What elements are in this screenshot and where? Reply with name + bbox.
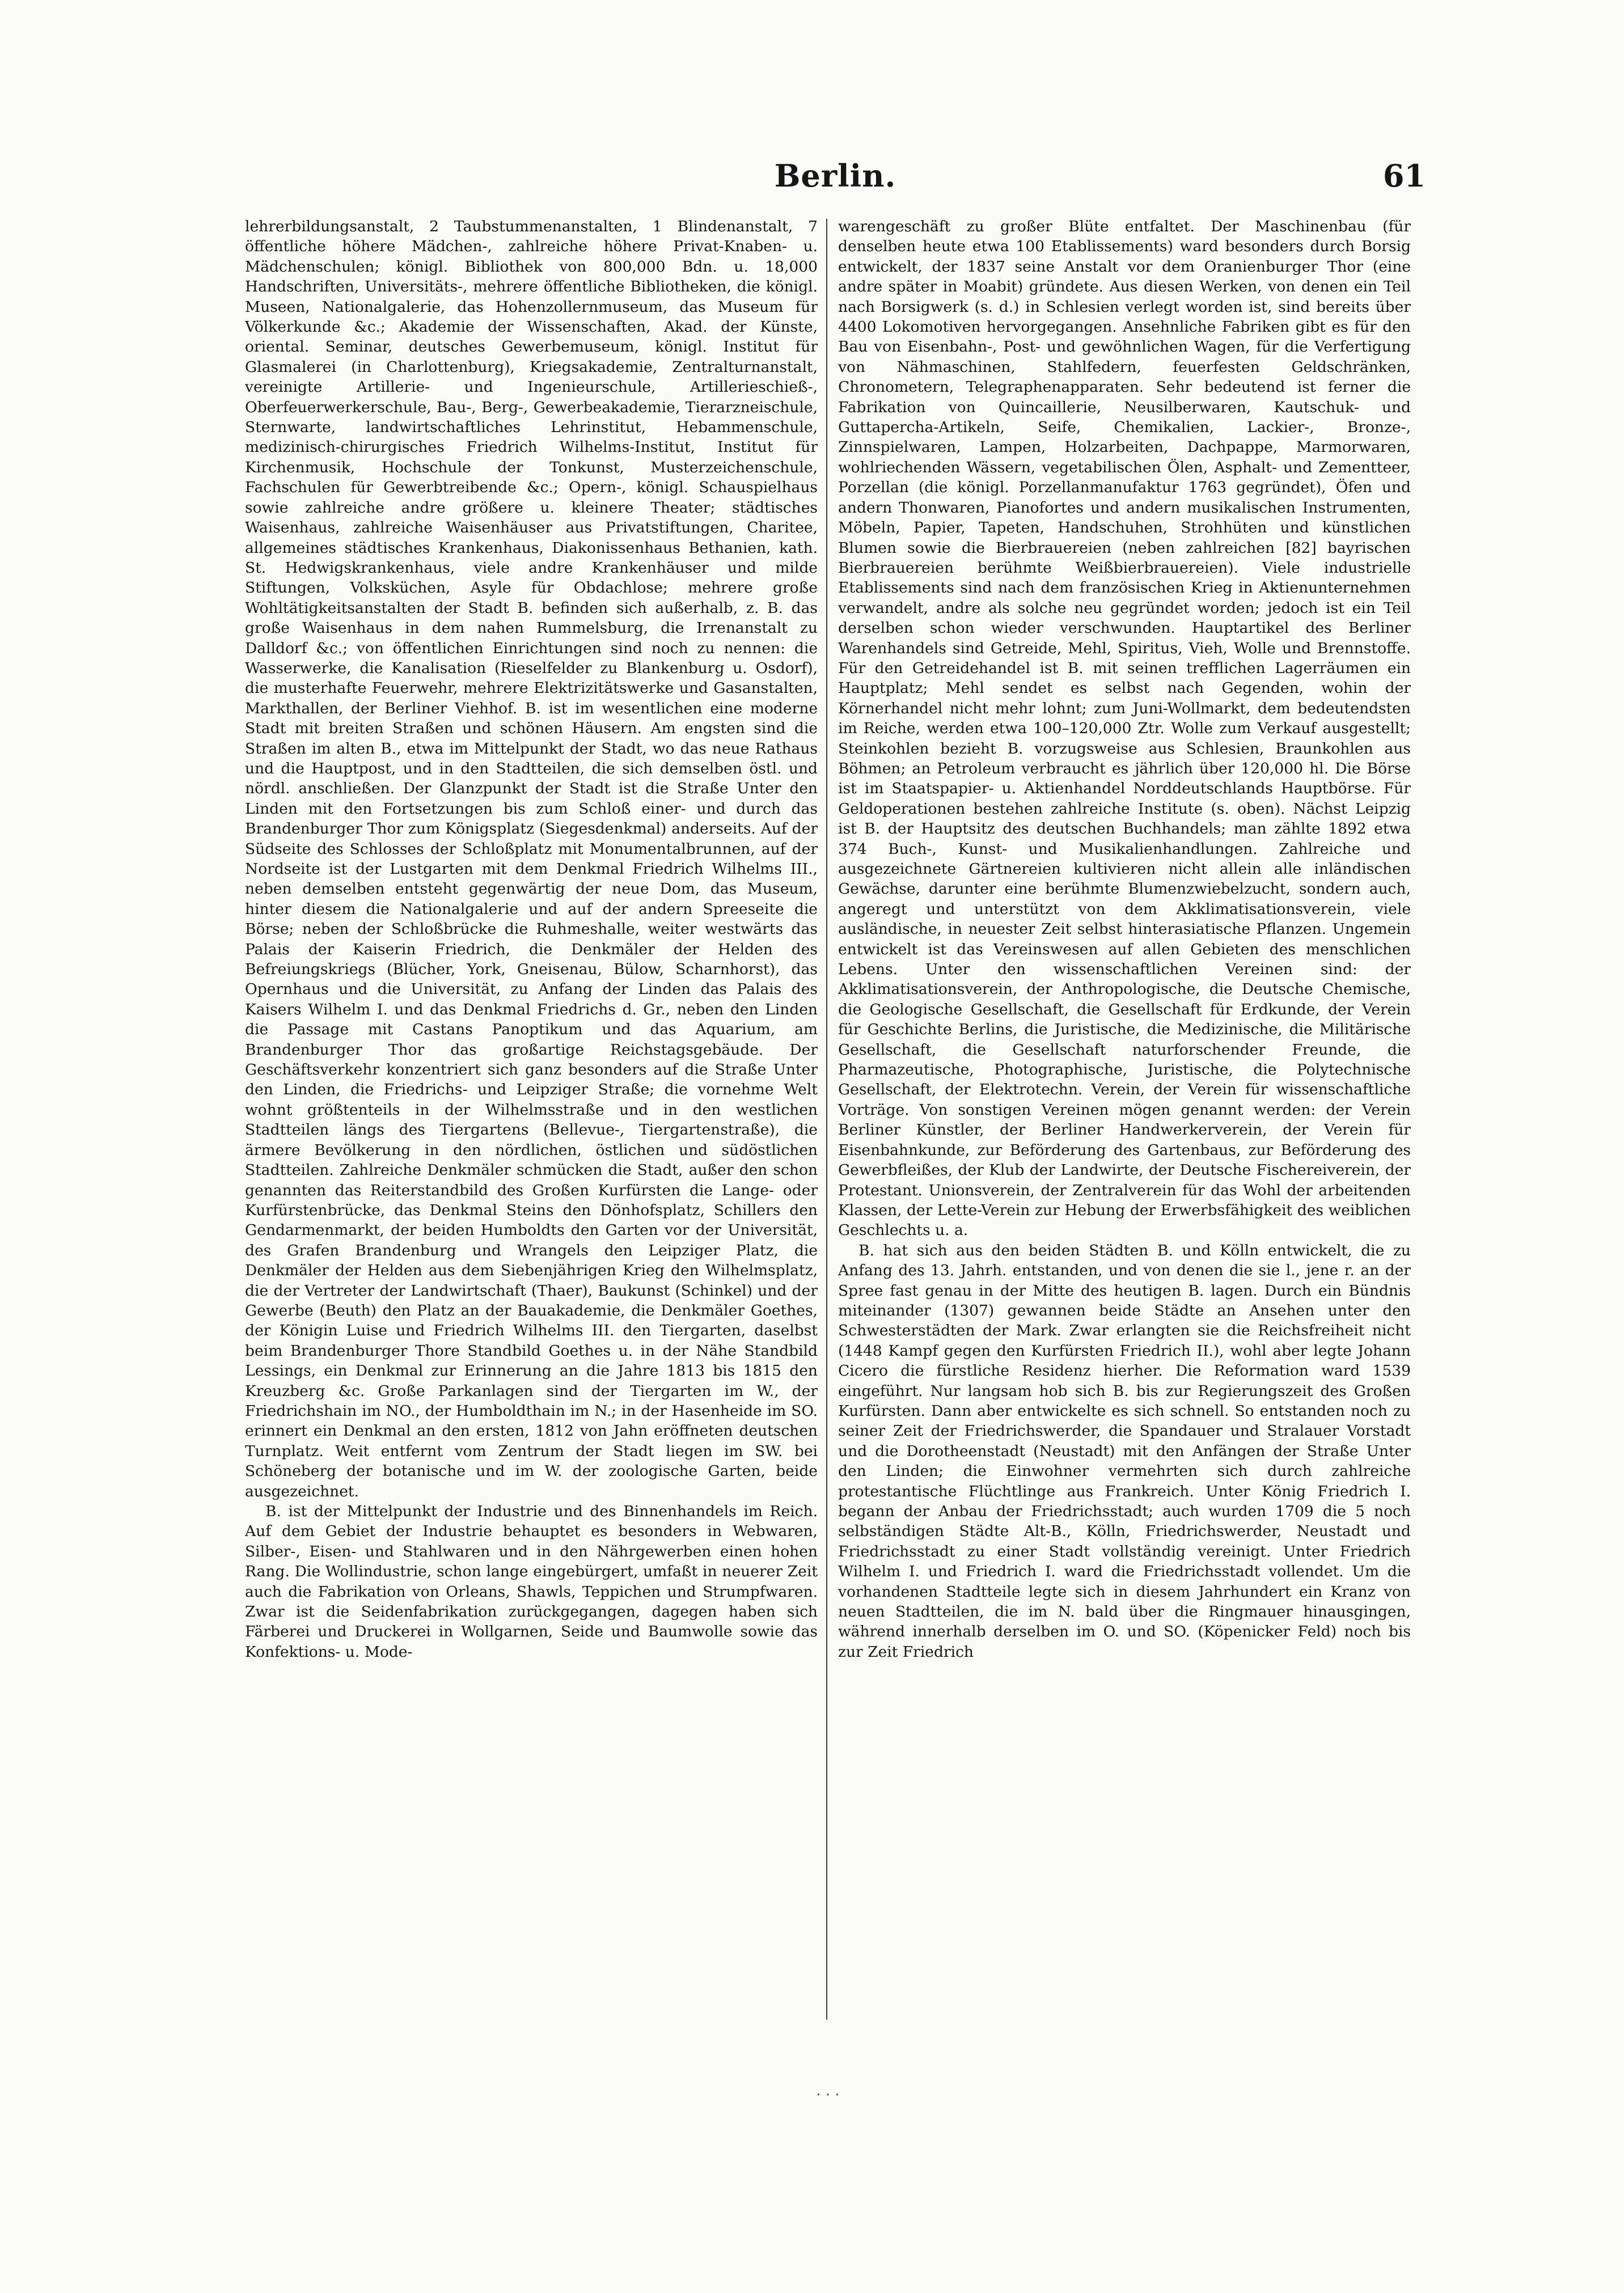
body-paragraph: B. ist der Mittelpunkt der Industrie und des Binnenhandels im Reich. Auf dem Gebiet der Industrie behauptet es besonders in Webwaren, Silber-, Eisen- und Stahlwaren und in den Nährgewerben einen hohen Rang. Die Wollindustrie, schon lange eingebürgert, umfaßt in neuerer Zeit auch die Fabrikation von Orleans, Shawls, Teppichen und Strumpfwaren. Zwar ist die Seidenfabrikation zurückgegangen, dagegen haben sich Färberei und Druckerei in Wollgarnen, Seide und Baumwolle sowie das Konfektions- u. Mode-: [245, 1503, 818, 1661]
body-paragraph: lehrerbildungsanstalt, 2 Taubstummenanstalten, 1 Blindenanstalt, 7 öffentliche höhere Mädchen-, zahlreiche höhere Privat-Knaben- u. Mädchenschulen; königl. Bibliothek von 800,000 Bdn. u. 18,000 Handschriften, Universitäts-, mehrere öffentliche Bibliotheken, die königl. Museen, Nationalgalerie, das Hohenzollernmuseum, das Museum für Völkerkunde &c.; Akademie der Wissenschaften, Akad. der Künste, oriental. Seminar, deutsches Gewerbemuseum, königl. Institut für Glasmalerei (in Charlottenburg), Kriegsakademie, Zentralturnanstalt, vereinigte Artillerie- und Ingenieurschule, Artillerieschieß-, Oberfeuerwerkerschule, Bau-, Berg-, Gewerbeakademie, Tierarzneischule, Sternwarte, landwirtschaftliches Lehrinstitut, Hebammenschule, medizinisch-chirurgisches Friedrich Wilhelms-Institut, Institut für Kirchenmusik, Hochschule der Tonkunst, Musterzeichenschule, Fachschulen für Gewerbtreibende &c.; Opern-, königl. Schauspielhaus sowie zahlreiche andre größere u. kleinere Theater; städtisches Waisenhaus, zahlreiche Waisenhäuser aus Privatstiftungen, Charitee, allgemeines städtisches Krankenhaus, Diakonissenhaus Bethanien, kath. St. Hedwigskrankenhaus, viele andre Krankenhäuser und milde Stiftungen, Volksküchen, Asyle für Obdachlose; mehrere große Wohltätigkeitsanstalten der Stadt B. befinden sich außerhalb, z. B. das große Waisenhaus in dem nahen Rummelsburg, die Irrenanstalt zu Dalldorf &c.; von öffentlichen Einrichtungen sind noch zu nennen: die Wasserwerke, die Kanalisation (Rieselfelder zu Blankenburg u. Osdorf), die musterhafte Feuerwehr, mehrere Elektrizitätswerke und Gasanstalten, Markthallen, der Berliner Viehhof. B. ist im wesentlichen eine moderne Stadt mit breiten Straßen und schönen Häusern. Am engsten sind die Straßen im alten B., etwa im Mittelpunkt der Stadt, wo das neue Rathaus und die Hauptpost, und in den Stadtteilen, die sich demselben östl. und nördl. anschließen. Der Glanzpunkt der Stadt ist die Straße Unter den Linden mit den Fortsetzungen bis zum Schloß einer- und durch das Brandenburger Thor zum Königsplatz (Siegesdenkmal) anderseits. Auf der Südseite des Schlosses der Schloßplatz mit Monumentalbrunnen, auf der Nordseite ist der Lustgarten mit dem Denkmal Friedrich Wilhelms III., neben demselben entsteht gegenwärtig der neue Dom, das Museum, hinter diesem die Nationalgalerie und auf der andern Spreeseite die Börse; neben der Schloßbrücke die Ruhmeshalle, weiter westwärts das Palais der Kaiserin Friedrich, die Denkmäler der Helden des Befreiungskriegs (Blücher, York, Gneisenau, Bülow, Scharnhorst), das Opernhaus und die Universität, zu Anfang der Linden das Palais des Kaisers Wilhelm I. und das Denkmal Friedrichs d. Gr., neben den Linden die Passage mit Castans Panoptikum und das Aquarium, am Brandenburger Thor das großartige Reichstagsgebäude. Der Geschäftsverkehr konzentriert sich ganz besonders auf die Straße Unter den Linden, die Friedrichs- und Leipziger Straße; die vornehme Welt wohnt größtenteils in der Wilhelmsstraße und in den westlichen Stadtteilen längs des Tiergartens (Bellevue-, Tiergartenstraße), die ärmere Bevölkerung in den nördlichen, östlichen und südöstlichen Stadtteilen. Zahlreiche Denkmäler schmücken die Stadt, außer den schon genannten das Reiterstandbild des Großen Kurfürsten die Lange- oder Kurfürstenbrücke, das Denkmal Steins den Dönhofsplatz, Schillers den Gendarmenmarkt, der beiden Humboldts den Garten vor der Universität, des Grafen Brandenburg und Wrangels den Leipziger Platz, die Denkmäler der Helden aus dem Siebenjährigen Krieg den Wilhelmsplatz, die der Vertreter der Landwirtschaft (Thaer), Baukunst (Schinkel) und der Gewerbe (Beuth) den Platz an der Bauakademie, die Denkmäler Goethes, der Königin Luise und Friedrich Wilhelms III. den Tiergarten, daselbst beim Brandenburger Thore Standbild Goethes u. in der Nähe Standbild Lessings, ein Denkmal zur Erinnerung an die Jahre 1813 bis 1815 den Kreuzberg &c. Große Parkanlagen sind der Tiergarten im W., der Friedrichshain im NO., der Humboldthain im N.; in der Hasenheide im SO. erinnert ein Denkmal an den ersten, 1812 von Jahn eröffneten deutschen Turnplatz. Weit entfernt vom Zentrum der Stadt liegen im SW. bei Schöneberg der botanische und im W. der zoologische Garten, beide ausgezeichnet.: [245, 218, 818, 1500]
column-divider: [826, 219, 827, 2020]
body-paragraph: warengeschäft zu großer Blüte entfaltet. Der Maschinenbau (für denselben heute etwa 100 Etablissements) ward besonders durch Borsig entwickelt, der 1837 seine Anstalt vor dem Oranienburger Thor (eine andre später in Moabit) gründete. Aus diesen Werken, von denen ein Teil nach Borsigwerk (s. d.) in Schlesien verlegt worden ist, sind bereits über 4400 Lokomotiven hervorgegangen. Ansehnliche Fabriken gibt es für den Bau von Eisenbahn-, Post- und gewöhnlichen Wagen, für die Verfertigung von Nähmaschinen, Stahlfedern, feuerfesten Geldschränken, Chronometern, Telegraphenapparaten. Sehr bedeutend ist ferner die Fabrikation von Quincaillerie, Neusilberwaren, Kautschuk- und Guttapercha-Artikeln, Seife, Chemikalien, Lackier-, Bronze-, Zinnspielwaren, Lampen, Holzarbeiten, Dachpappe, Marmorwaren, wohlriechenden Wässern, vegetabilischen Ölen, Asphalt- und Zementteer, Porzellan (die königl. Porzellanmanufaktur 1763 gegründet), Öfen und andern Thonwaren, Pianofortes und andern musikalischen Instrumenten, Möbeln, Papier, Tapeten, Handschuhen, Strohhüten und künstlichen Blumen sowie die Bierbrauereien (neben zahlreichen [82] bayrischen Bierbrauereien berühmte Weißbierbrauereien). Viele industrielle Etablissements sind nach dem französischen Krieg in Aktienunternehmen verwandelt, andre als solche neu gegründet worden; jedoch ist ein Teil derselben schon wieder verschwunden. Hauptartikel des Berliner Warenhandels sind Getreide, Mehl, Spiritus, Vieh, Wolle und Brennstoffe. Für den Getreidehandel ist B. mit seinen trefflichen Lagerräumen ein Hauptplatz; Mehl sendet es selbst nach Gegenden, wohin der Körnerhandel nicht mehr lohnt; zum Juni-Wollmarkt, dem bedeutendsten im Reiche, werden etwa 100–120,000 Ztr. Wolle zum Verkauf ausgestellt; Steinkohlen bezieht B. vorzugsweise aus Schlesien, Braunkohlen aus Böhmen; an Petroleum verbraucht es jährlich über 120,000 hl. Die Börse ist im Staatspapier- u. Aktienhandel Norddeutschlands Hauptbörse. Für Geldoperationen bestehen zahlreiche Institute (s. oben). Nächst Leipzig ist B. der Hauptsitz des deutschen Buchhandels; man zählte 1892 etwa 374 Buch-, Kunst- und Musikalienhandlungen. Zahlreiche und ausgezeichnete Gärtnereien kultivieren nicht allein alle inländischen Gewächse, darunter eine berühmte Blumenzwiebelzucht, sondern auch, angeregt und unterstützt von dem Akklimatisationsverein, viele ausländische, in neuester Zeit selbst hinterasiatische Pflanzen. Ungemein entwickelt ist das Vereinswesen auf allen Gebieten des menschlichen Lebens. Unter den wissenschaftlichen Vereinen sind: der Akklimatisationsverein, der Anthropologische, die Deutsche Chemische, die Geologische Gesellschaft, die Gesellschaft für Erdkunde, der Verein für Geschichte Berlins, die Juristische, die Medizinische, die Militärische Gesellschaft, die Gesellschaft naturforschender Freunde, die Pharmazeutische, Photographische, Juristische, die Polytechnische Gesellschaft, der Elektrotechn. Verein, der Verein für wissenschaftliche Vorträge. Von sonstigen Vereinen mögen genannt werden: der Verein Berliner Künstler, der Berliner Handwerkerverein, der Verein für Eisenbahnkunde, zur Beförderung des Gartenbaus, zur Beförderung des Gewerbfleißes, der Klub der Landwirte, der Deutsche Fischereiverein, der Protestant. Unionsverein, der Zentralverein für das Wohl der arbeitenden Klassen, der Lette-Verein zur Hebung der Erwerbsfähigkeit des weiblichen Geschlechts u. a.: [838, 218, 1411, 1239]
body-paragraph: B. hat sich aus den beiden Städten B. und Kölln entwickelt, die zu Anfang des 13. Jahrh. entstanden, und von denen die sie l., jene r. an der Spree fast genau in der Mitte des heutigen B. lagen. Durch ein Bündnis miteinander (1307) gewannen beide Städte an Ansehen unter den Schwesterstädten der Mark. Zwar erlangten sie die Reichsfreiheit nicht (1448 Kampf gegen den Kurfürsten Friedrich II.), wohl aber legte Johann Cicero die fürstliche Residenz hierher. Die Reformation ward 1539 eingeführt. Nur langsam hob sich B. bis zur Regierungszeit des Großen Kurfürsten. Dann aber entwickelte es sich schnell. So entstanden noch zu seiner Zeit der Friedrichswerder, die Spandauer und Stralauer Vorstadt und die Dorotheenstadt (Neustadt) mit den Anfängen der Straße Unter den Linden; die Einwohner vermehrten sich durch zahlreiche protestantische Flüchtlinge aus Frankreich. Unter König Friedrich I. begann der Anbau der Friedrichsstadt; auch wurden 1709 die 5 noch selbständigen Städte Alt-B., Kölln, Friedrichswerder, Neustadt und Friedrichsstadt zu einer Stadt vollständig vereinigt. Unter Friedrich Wilhelm I. und Friedrich I. ward die Friedrichsstadt vollendet. Um die vorhandenen Stadtteile legte sich in diesem Jahrhundert ein Kranz von neuen Stadtteilen, die im N. bald über die Ringmauer hinausgingen, während innerhalb derselben im O. und SO. (Köpenicker Feld) noch bis zur Zeit Friedrich: [838, 1241, 1411, 1661]
running-title: Berlin.: [774, 158, 896, 194]
page-header: [245, 158, 1426, 209]
page-number: 61: [1382, 158, 1426, 194]
footer-ornament: · · ·: [816, 2087, 840, 2104]
right-column: [838, 217, 1411, 2020]
left-column: [245, 217, 818, 2020]
